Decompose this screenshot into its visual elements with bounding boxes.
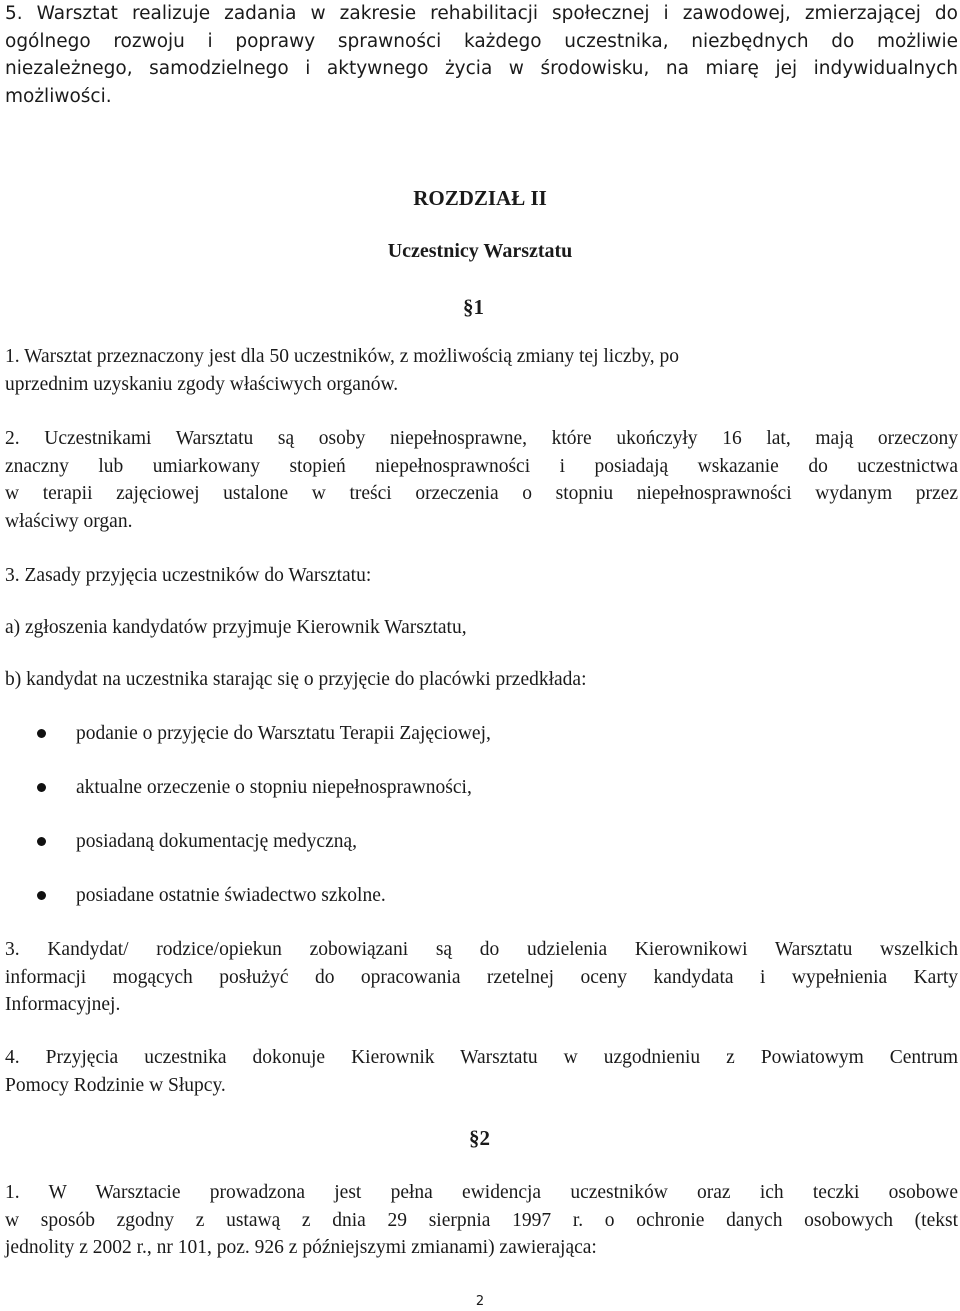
paragraph-5 (5, 0, 958, 110)
list-item (0, 720, 960, 748)
paragraph-line: możliwości. (5, 85, 112, 107)
section1-paragraph-3: 3. Zasady przyjęcia uczestników do Warsztatu: (5, 565, 372, 586)
section-mark-2: §2 (469, 1126, 490, 1150)
section1-paragraph-2 (5, 425, 958, 535)
paragraph-line: ogólnego rozwoju i poprawy sprawności każdego uczestnika, niezbędnych do możliwie (5, 30, 958, 52)
chapter-subtitle: Uczestnicy Warsztatu (387, 240, 573, 262)
paragraph-line: 1. W Warsztacie prowadzona jest pełna ewidencja uczestników oraz ich teczki osobowe (5, 1182, 958, 1203)
section1-paragraph-3b: b) kandydat na uczestnika starając się o przyjęcie do placówki przedkłada: (5, 669, 587, 690)
list-item (0, 774, 960, 802)
paragraph-line: znaczny lub umiarkowany stopień niepełnosprawności i posiadają wskazanie do uczestnictwa (5, 455, 958, 477)
paragraph-line: 2. Uczestnikami Warsztatu są osoby niepełnosprawne, które ukończyły 16 lat, mają orzeczony (5, 428, 958, 449)
paragraph-line: Pomocy Rodzinie w Słupcy. (5, 1074, 226, 1096)
section1-paragraph-3a: a) zgłoszenia kandydatów przyjmuje Kierownik Warsztatu, (5, 617, 467, 638)
page-number: 2 (475, 1294, 485, 1309)
chapter-title: ROZDZIAŁ II (413, 186, 547, 210)
paragraph-line: w sposób zgodny z ustawą z dnia 29 sierpnia 1997 r. o ochronie danych osobowych (tekst (5, 1209, 958, 1231)
paragraph-line: 1. Warsztat przeznaczony jest dla 50 uczestników, z możliwością zmiany tej liczby, po (5, 346, 680, 367)
bullet-icon (37, 783, 46, 792)
paragraph-line: 3. Kandydat/ rodzice/opiekun zobowiązani są do udzielenia Kierownikowi Warsztatu wszelkich (5, 939, 958, 960)
paragraph-line: właściwy organ. (5, 510, 133, 532)
list-item-text: aktualne orzeczenie o stopniu niepełnosprawności, (76, 777, 472, 798)
list-item-text: posiadaną dokumentację medyczną, (76, 831, 358, 852)
list-item-text: podanie o przyjęcie do Warsztatu Terapii Zajęciowej, (76, 723, 491, 744)
paragraph-line: informacji mogących posłużyć do opracowania rzetelnej oceny kandydata i wypełnienia Karty (5, 966, 958, 988)
section2-paragraph-1 (5, 1179, 958, 1262)
bullet-icon (37, 729, 46, 738)
paragraph-line: 4. Przyjęcia uczestnika dokonuje Kierownik Warsztatu w uzgodnieniu z Powiatowym Centrum (5, 1047, 958, 1068)
paragraph-line: Informacyjnej. (5, 994, 121, 1015)
paragraph-line: uprzednim uzyskaniu zgody właściwych organów. (5, 373, 399, 395)
paragraph-line: 5. Warsztat realizuje zadania w zakresie rehabilitacji społecznej i zawodowej, zmierzającej do (5, 3, 958, 24)
section1-paragraph-3-second (5, 936, 958, 1019)
paragraph-line: w terapii zajęciowej ustalone w treści orzeczenia o stopniu niepełnosprawności wydanym przez (5, 483, 958, 504)
section1-paragraph-1 (5, 343, 958, 398)
bullet-icon (37, 837, 46, 846)
bullet-icon (37, 891, 46, 900)
list-item (0, 828, 960, 856)
list-item (0, 882, 960, 910)
section-mark-1: §1 (463, 295, 484, 319)
list-item-text: posiadane ostatnie świadectwo szkolne. (76, 885, 386, 906)
paragraph-line: niezależnego, samodzielnego i aktywnego życia w środowisku, na miarę jej indywidualnych (5, 58, 958, 79)
section1-paragraph-4 (5, 1044, 958, 1099)
paragraph-line: jednolity z 2002 r., nr 101, poz. 926 z późniejszymi zmianami) zawierająca: (5, 1237, 597, 1258)
